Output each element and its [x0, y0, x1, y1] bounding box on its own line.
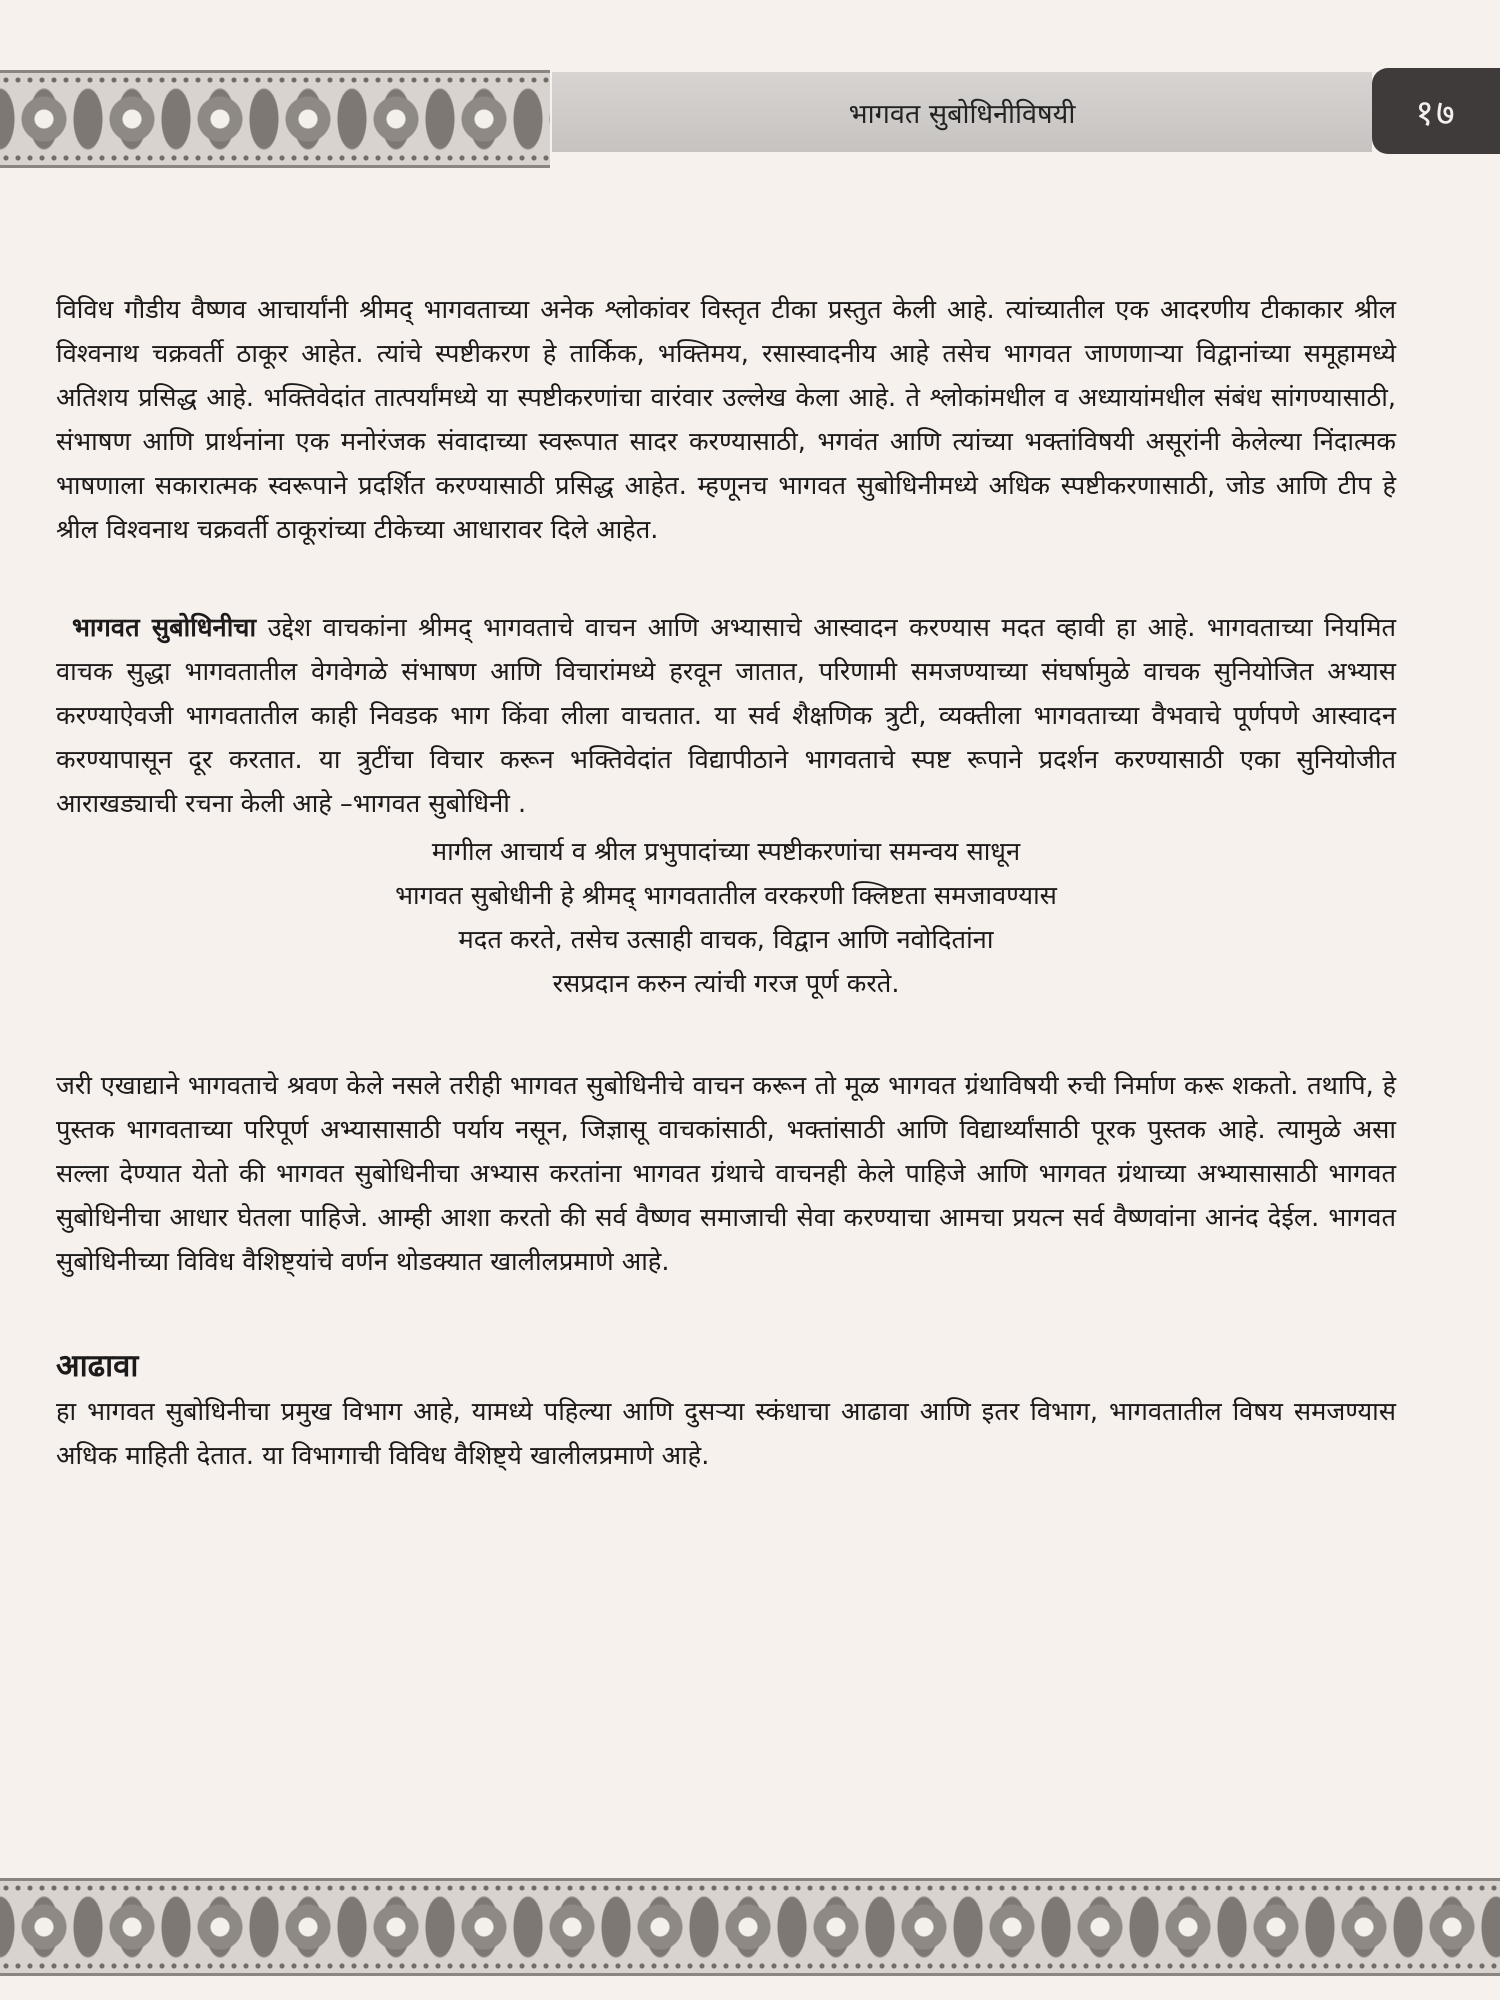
page-number-tab [1372, 68, 1500, 154]
centered-verse [56, 830, 1396, 1006]
page-number: १७ [1415, 92, 1457, 134]
top-floral-border [0, 70, 550, 168]
paragraph-purpose-text: उद्देश वाचकांना श्रीमद् भागवताचे वाचन आणि अभ्यासाचे आस्वादन करण्यास मदत व्हावी हा आहे. भागवताच्या नियमित वाचक सुद्धा भागवतातील वेगवेगळे संभाषण आणि विचारांमध्ये हरवून जातात, परिणामी समजण्याच्या संघर्षामुळे वाचक सुनियोजित अभ्यास करण्याऐवजी भागवतातील काही निवडक भाग किंवा लीला वाचतात. या सर्व शैक्षणिक त्रुटी, व्यक्तीला भागवताच्या वैभवाचे पूर्णपणे आस्वादन करण्यापासून दूर करतात. या त्रुटींचा विचार करून भक्तिवेदांत विद्यापीठाने भागवताचे स्पष्ट रूपाने प्रदर्शन करण्यासाठी एका सुनियोजीत आराखड्याची रचना केली आहे –भागवत सुबोधिनी . [56, 613, 1396, 819]
section-heading: आढावा [56, 1348, 139, 1384]
verse-line: मदत करते, तसेच उत्साही वाचक, विद्वान आणि नवोदितांना [458, 925, 994, 955]
running-header [552, 72, 1372, 152]
verse-line: रसप्रदान करुन त्यांची गरज पूर्ण करते. [552, 969, 900, 999]
paragraph-commentary: विविध गौडीय वैष्णव आचार्यांनी श्रीमद् भागवताच्या अनेक श्लोकांवर विस्तृत टीका प्रस्तुत केली आहे. त्यांच्यातील एक आदरणीय टीकाकार श्रील विश्वनाथ चक्रवर्ती ठाकूर आहेत. त्यांचे स्पष्टीकरण हे तार्किक, भक्तिमय, रसास्वादनीय आहे तसेच भागवत जाणणाऱ्या विद्वानांच्या समूहामध्ये अतिशय प्रसिद्ध आहे. भक्तिवेदांत तात्पर्यांमध्ये या स्पष्टीकरणांचा वारंवार उल्लेख केला आहे. ते श्लोकांमधील व अध्यायांमधील संबंध सांगण्यासाठी, संभाषण आणि प्रार्थनांना एक मनोरंजक संवादाच्या स्वरूपात सादर करण्यासाठी, भगवंत आणि त्यांच्या भक्तांविषयी असूरांनी केलेल्या निंदात्मक भाषणाला सकारात्मक स्वरूपाने प्रदर्शित करण्यासाठी प्रसिद्ध आहेत. म्हणूनच भागवत सुबोधिनीमध्ये अधिक स्पष्टीकरणासाठी, जोड आणि टीप हे श्रील विश्वनाथ चक्रवर्ती ठाकूरांच्या टीकेच्या आधारावर दिले आहेत. [56, 295, 1396, 545]
paragraph-lead-bold: भागवत सुबोधिनीचा [72, 613, 257, 643]
paragraph-purpose [56, 606, 1396, 826]
verse-line: भागवत सुबोधीनी हे श्रीमद् भागवतातील वरकरणी क्लिष्टता समजावण्यास [395, 881, 1057, 911]
page-body [56, 288, 1396, 1478]
paragraph-overview: हा भागवत सुबोधिनीचा प्रमुख विभाग आहे, यामध्ये पहिल्या आणि दुसऱ्या स्कंधाचा आढावा आणि इतर विभाग, भागवतातील विषय समजण्यास अधिक माहिती देतात. या विभागाची विविध वैशिष्ट्ये खालीलप्रमाणे आहे. [56, 1397, 1396, 1471]
verse-line: मागील आचार्य व श्रील प्रभुपादांच्या स्पष्टीकरणांचा समन्वय साधून [431, 837, 1021, 867]
bottom-floral-border [0, 1878, 1500, 1976]
running-title: भागवत सुबोधिनीविषयी [848, 98, 1076, 130]
paragraph-usage-advice: जरी एखाद्याने भागवताचे श्रवण केले नसले तरीही भागवत सुबोधिनीचे वाचन करून तो मूळ भागवत ग्रंथाविषयी रुची निर्माण करू शकतो. तथापि, हे पुस्तक भागवताच्या परिपूर्ण अभ्यासासाठी पर्याय नसून, जिज्ञासू वाचकांसाठी, भक्तांसाठी आणि विद्यार्थ्यांसाठी पूरक पुस्तक आहे. त्यामुळे असा सल्ला देण्यात येतो की भागवत सुबोधिनीचा अभ्यास करतांना भागवत ग्रंथाचे वाचनही केले पाहिजे आणि भागवत ग्रंथाच्या अभ्यासासाठी भागवत सुबोधिनीचा आधार घेतला पाहिजे. आम्ही आशा करतो की सर्व वैष्णव समाजाची सेवा करण्याचा आमचा प्रयत्न सर्व वैष्णवांना आनंद देईल. भागवत सुबोधिनीच्या विविध वैशिष्ट्यांचे वर्णन थोडक्यात खालीलप्रमाणे आहे. [56, 1071, 1396, 1277]
